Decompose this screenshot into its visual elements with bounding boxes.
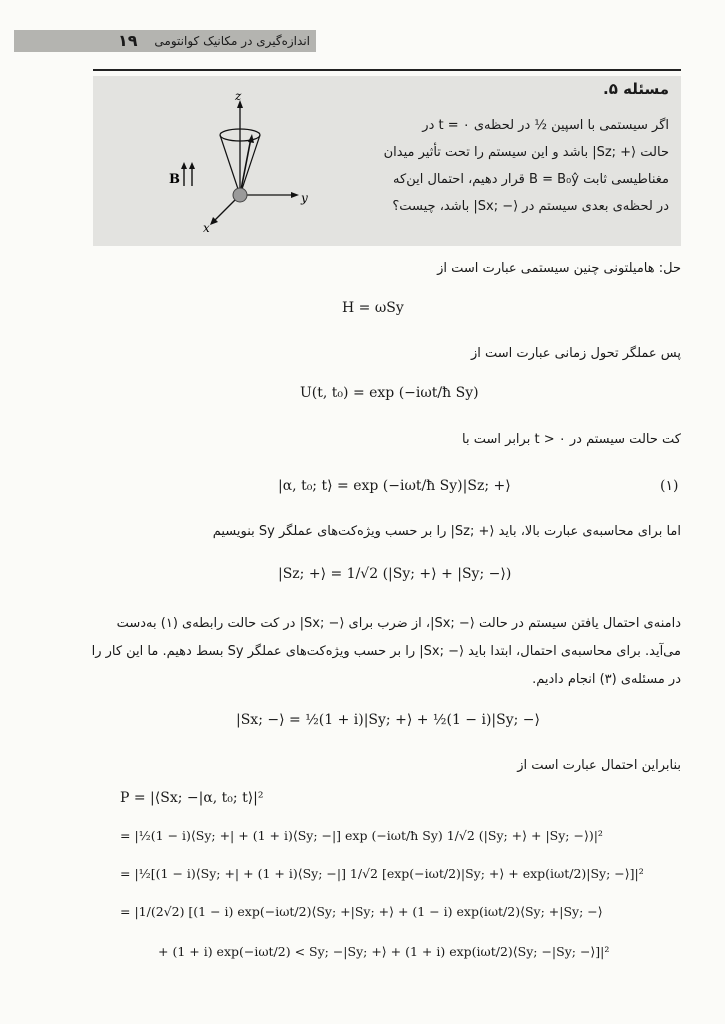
spin-particle bbox=[233, 188, 247, 202]
probability-line-5: + (1 + i) exp(−iωt/2) < Sy; −|Sy; +⟩ + (1 + i) exp(iωt/2)⟨Sy; −|Sy; −⟩]|² bbox=[158, 944, 610, 959]
b-field-label: B bbox=[169, 172, 180, 187]
spin-vector-arrowhead bbox=[248, 134, 254, 143]
problem-statement bbox=[379, 112, 669, 220]
hamiltonian-equation: H = ωSy bbox=[342, 300, 404, 316]
page-number: ۱۹ bbox=[118, 31, 138, 50]
section-rule bbox=[93, 69, 681, 71]
problem-line: اگر سیستمی با اسپین ½ در لحظه‌ی t = ۰ در bbox=[422, 118, 669, 133]
equation-number: (۱) bbox=[660, 478, 679, 494]
state-ket-text: کت حالت سیستم در t > ۰ برابر است با bbox=[462, 432, 681, 447]
paragraph-line: دامنه‌ی احتمال یافتن سیستم در حالت ⟨− ;Sx|، از ضرب برای ⟨− ;Sx| در کت حالت رابطه‌ی (۱) به‌دست bbox=[116, 616, 681, 631]
time-evolution-text: پس عملگر تحول زمانی عبارت است از bbox=[470, 346, 681, 361]
probability-line-3: = |½[(1 − i)⟨Sy; +| + (1 + i)⟨Sy; −|] 1/√2 [exp(−iωt/2)|Sy; +⟩ + exp(iωt/2)|Sy; −⟩]|² bbox=[120, 866, 644, 881]
y-axis-label: y bbox=[301, 191, 308, 205]
sz-expansion-equation: |Sz; +⟩ = 1/√2 (|Sy; +⟩ + |Sy; −⟩) bbox=[278, 566, 512, 582]
paragraph-line: در مسئله‌ی (۳) انجام دادیم. bbox=[532, 672, 681, 687]
problem-line: مغناطیسی ثابت B = B₀ŷ قرار دهیم، احتمال این‌که bbox=[393, 172, 669, 187]
expansion-text: اما برای محاسبه‌ی عبارت بالا، باید ⟨+ ;Sz| را بر حسب ویژه‌کت‌های عملگر Sy بنویسیم bbox=[212, 524, 681, 539]
probability-line-1: P = |⟨Sx; −|α, t₀; t⟩|² bbox=[120, 790, 264, 806]
y-arrowhead bbox=[291, 192, 299, 198]
running-header bbox=[14, 30, 316, 52]
b-field-arrowhead-2 bbox=[189, 162, 195, 169]
time-evolution-operator: U(t, t₀) = exp (−iωt/ħ Sy) bbox=[300, 385, 479, 401]
running-title: اندازه‌گیری در مکانیک کوانتومی bbox=[154, 34, 310, 48]
sx-expansion-equation: |Sx; −⟩ = ½(1 + i)|Sy; +⟩ + ½(1 − i)|Sy; −⟩ bbox=[236, 712, 540, 728]
amplitude-paragraph bbox=[41, 610, 681, 694]
solution-intro: حل: هامیلتونی چنین سیستمی عبارت است از bbox=[437, 261, 681, 276]
probability-line-4: = |1/(2√2) [(1 − i) exp(−iωt/2)⟨Sy; +|Sy; +⟩ + (1 − i) exp(iωt/2)⟨Sy; +|Sy; −⟩ bbox=[120, 904, 603, 919]
problem-line: حالت ⟨+ ;Sz| باشد و این سیستم را تحت تأثیر میدان bbox=[383, 145, 669, 160]
x-axis-label: x bbox=[203, 221, 210, 235]
problem-title: مسئله ۵. bbox=[603, 80, 669, 98]
z-axis-label: z bbox=[235, 90, 242, 103]
state-ket-equation: |α, t₀; t⟩ = exp (−iωt/ħ Sy)|Sz; +⟩ bbox=[278, 478, 511, 494]
b-field-arrowhead-1 bbox=[181, 162, 187, 169]
problem-line: در لحظه‌ی بعدی سیستم در ⟨− ;Sx| باشد، چیست؟ bbox=[392, 199, 669, 214]
cone-edge-left bbox=[220, 135, 240, 195]
probability-line-2: = |½(1 − i)⟨Sy; +| + (1 + i)⟨Sy; −|] exp (−iωt/ħ Sy) 1/√2 (|Sy; +⟩ + |Sy; −⟩)|² bbox=[120, 828, 603, 843]
probability-text: بنابراین احتمال عبارت است از bbox=[517, 758, 681, 773]
spin-precession-figure bbox=[165, 90, 315, 240]
paragraph-line: می‌آید. برای محاسبه‌ی احتمال، ابتدا باید ⟨− ;Sx| را بر حسب ویژه‌کت‌های عملگر Sy بسط دهیم. ما این کار را bbox=[91, 644, 681, 659]
